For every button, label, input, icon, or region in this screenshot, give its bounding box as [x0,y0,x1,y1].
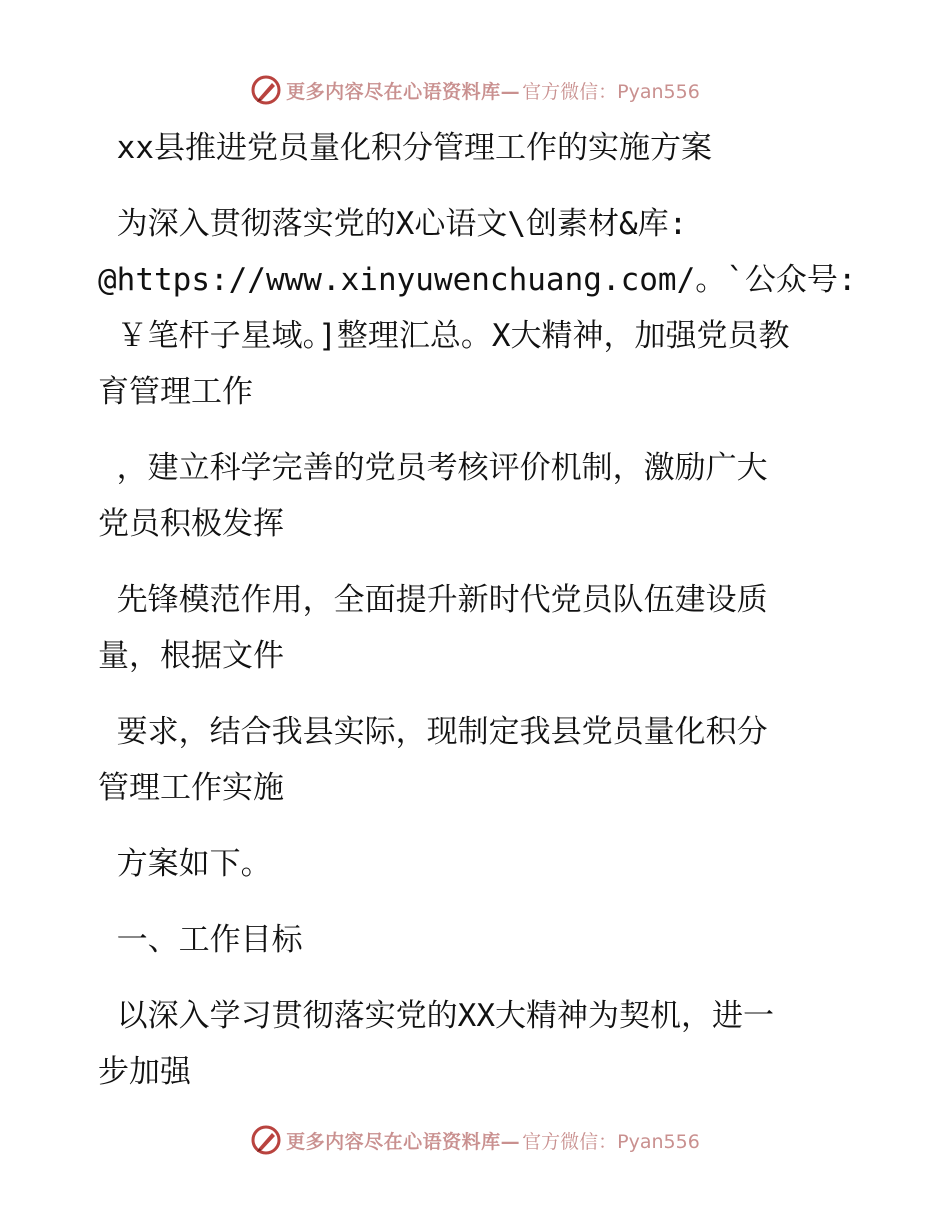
paragraph-line: 管理工作实施 [98,770,284,806]
paragraph-line: 方案如下。 [98,846,272,882]
pen-logo-icon [250,74,282,106]
paragraph-line: ，建立科学完善的党员考核评价机制，激励广大 [98,450,768,486]
paragraph-line: 要求，结合我县实际，现制定我县党员量化积分 [98,714,768,750]
pen-logo-icon [250,1124,282,1156]
paragraph-line: ￥笔杆子星域。]整理汇总。X大精神，加强党员教 [98,318,790,354]
banner-wechat: 官方微信：Pyan556 [522,80,700,103]
paragraph-line: 以深入学习贯彻落实党的XX大精神为契机，进一 [98,998,774,1034]
paragraph-1 [98,196,898,420]
paragraph-line: 党员积极发挥 [98,506,284,542]
paragraph-4 [98,704,898,816]
paragraph-line: 量，根据文件 [98,638,284,674]
section-heading [98,912,898,968]
paragraph-6 [98,988,898,1100]
section-heading-text: 一、工作目标 [98,922,303,958]
paragraph-line: 先锋模范作用，全面提升新时代党员队伍建设质 [98,582,768,618]
paragraph-5 [98,836,898,892]
paragraph-line: 步加强 [98,1054,191,1090]
banner-text: 更多内容尽在心语资料库— [286,1130,521,1153]
paragraph-3 [98,572,898,684]
header-watermark-banner [0,70,950,110]
banner-text: 更多内容尽在心语资料库— [286,80,521,103]
paragraph-line: 为深入贯彻落实党的X心语文\创素材&库: [98,206,688,242]
footer-watermark-banner [0,1120,950,1160]
paragraph-line: 育管理工作 [98,374,253,410]
paragraph-2 [98,440,898,552]
document-title: xx县推进党员量化积分管理工作的实施方案 [98,130,712,166]
paragraph-line: @https://www.xinyuwenchuang.com/。`公众号: [98,262,857,298]
banner-wechat: 官方微信：Pyan556 [522,1130,700,1153]
document-body [98,120,898,1100]
